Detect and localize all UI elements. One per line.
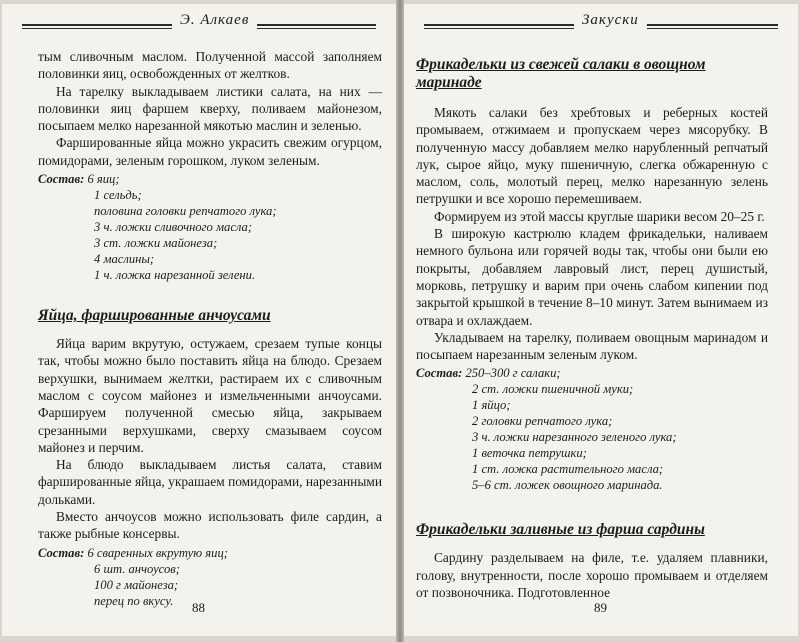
ingredient: 6 шт. анчоусов; (94, 561, 180, 576)
left-running-header (22, 10, 376, 40)
paragraph: тым сливочным маслом. Полученной массой заполняем половинки яиц, освобожденных от желтков. (38, 49, 382, 82)
ingredients-list (416, 365, 768, 493)
ingredient: 100 г майонеза; (94, 577, 179, 592)
right-running-header (424, 10, 778, 40)
ingredient: 5–6 ст. ложек овощного маринада. (472, 478, 663, 493)
paragraph: Фаршированные яйца можно украсить свежим огурцом, помидорами, зеленым горошком, луком зеленым. (38, 135, 382, 168)
ingredients-label: Состав: (38, 172, 85, 187)
book-gutter (396, 0, 404, 642)
ingredient: 2 ст. ложки пшеничной муки; (472, 382, 634, 397)
ingredient: 1 ст. ложка растительного масла; (472, 462, 664, 477)
ingredient: 1 веточка петрушки; (472, 446, 587, 461)
recipe-title: Фрикадельки из свежей салаки в овощном маринаде (416, 56, 706, 91)
ingredient: 1 яйцо; (472, 398, 511, 413)
paragraph: Яйца варим вкрутую, остужаем, срезаем тупые концы так, чтобы можно было поставить яйца на блюдо. Срезаем верхушки, вынимаем желтки, растираем их с сливочным маслом с соусом майонез и измельченными анчоусами. Фаршируем полученной смесью яйца, закрываем срезанными верхушками, сверху смазываем соусом майонез и перчим. (38, 336, 382, 455)
paragraph: На тарелку выкладываем листики салата, на них — половинки яиц фаршем кверху, поливаем майонезом, посыпаем мелко нарезанной мякотью маслин и зеленью. (38, 83, 382, 134)
recipe-title: Фрикадельки заливные из фарша сардины (416, 521, 705, 539)
ingredients-list-2 (38, 545, 382, 609)
page-number: 88 (192, 600, 205, 615)
recipe-title: Яйца, фаршированные анчоусами (38, 307, 271, 325)
ingredient: 6 сваренных вкрутую яиц; (87, 545, 228, 560)
paragraph: Вместо анчоусов можно использовать филе сардин, а также рыбные консервы. (38, 509, 382, 542)
right-page-body (416, 56, 768, 601)
paragraph: Сардину разделываем на филе, т.е. удаляем плавники, голову, внутренности, после хорошо промываем и отделяем от позвоночника. Подготовленное (416, 550, 768, 601)
ingredient: 2 головки репчатого лука; (472, 414, 613, 429)
right-page (404, 4, 798, 636)
ingredient: 6 яиц; (87, 172, 120, 187)
paragraph: Укладываем на тарелку, поливаем овощным маринадом и посыпаем нарезанным зеленым луком. (416, 329, 768, 363)
ingredient: 1 ч. ложка нарезанной зелени. (94, 268, 256, 283)
ingredient: 3 ст. ложки майонеза; (94, 236, 218, 251)
ingredients-list-1 (38, 171, 382, 283)
paragraph: Мякоть салаки без хребтовых и реберных костей промываем, отжимаем и пропускаем через мясорубку. В полученную массу добавляем мелко нарубленный репчатый лук, сырое яйцо, муку пшеничную, слегка обжаренную с маслом, соль, молотый перец, мелко нарезанную зелень петрушки и все хорошо перемешиваем. (416, 105, 768, 207)
paragraph: В широкую кастрюлю кладем фрикадельки, наливаем немного бульона или горячей воды так, чтобы они были ею покрыты, добавляем лавровый лист, перец душистый, морковь, петрушку и варим при очень слабом кипении под закрытой крышкой в течение 8–10 минут. Затем вынимаем из отвара и охлаждаем. (416, 226, 768, 328)
ingredients-label: Состав: (38, 545, 85, 560)
ingredient: половина головки репчатого лука; (94, 204, 277, 219)
ingredient: 4 маслины; (94, 252, 155, 267)
left-page (2, 4, 396, 636)
ingredient: 250–300 г салаки; (465, 366, 561, 381)
section-name: Закуски (574, 12, 647, 29)
author-name: Э. Алкаев (172, 12, 257, 29)
paragraph: На блюдо выкладываем листья салата, ставим фаршированные яйца, украшаем помидорами, нарезанными дольками. (38, 457, 382, 507)
ingredient: 3 ч. ложки сливочного масла; (94, 220, 253, 235)
ingredient: 1 сельдь; (94, 188, 142, 203)
left-page-body (38, 48, 382, 609)
ingredient: 3 ч. ложки нарезанного зеленого лука; (472, 430, 677, 445)
page-number: 89 (594, 600, 607, 615)
ingredient: перец по вкусу. (94, 593, 174, 608)
paragraph: Формируем из этой массы круглые шарики весом 20–25 г. (434, 208, 765, 224)
ingredients-label: Состав: (416, 366, 463, 381)
